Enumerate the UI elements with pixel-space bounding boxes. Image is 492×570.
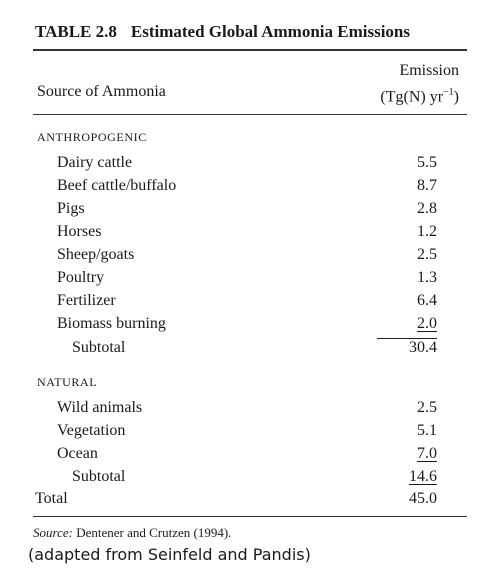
row-label: Poultry bbox=[57, 269, 105, 286]
row-value: 7.0 bbox=[417, 445, 437, 462]
row-value: 5.5 bbox=[417, 154, 437, 171]
source-text: Dentener and Crutzen (1994). bbox=[76, 525, 232, 540]
row-value: 2.5 bbox=[417, 399, 437, 416]
table-number: TABLE 2.8 bbox=[35, 22, 117, 41]
row-value: 6.4 bbox=[417, 292, 437, 309]
section-heading-anthropogenic: ANTHROPOGENIC bbox=[37, 130, 147, 144]
row-value: 1.3 bbox=[417, 269, 437, 286]
row-label: Fertilizer bbox=[57, 292, 116, 309]
row-value: 5.1 bbox=[417, 422, 437, 439]
table-caption bbox=[35, 22, 410, 42]
row-label: Pigs bbox=[57, 200, 85, 217]
header-emission-label: Emission bbox=[399, 62, 459, 79]
subtotal-value: 30.4 bbox=[377, 338, 437, 357]
total-label: Total bbox=[35, 490, 68, 507]
row-label: Beef cattle/buffalo bbox=[57, 177, 177, 194]
row-value: 2.5 bbox=[417, 246, 437, 263]
row-label: Horses bbox=[57, 223, 102, 240]
row-value: 2.0 bbox=[417, 315, 437, 332]
section-heading-natural: NATURAL bbox=[37, 375, 98, 389]
adaptation-note: (adapted from Seinfeld and Pandis) bbox=[28, 545, 311, 564]
row-label: Dairy cattle bbox=[57, 154, 133, 171]
table-title: Estimated Global Ammonia Emissions bbox=[130, 22, 410, 41]
row-label: Biomass burning bbox=[57, 315, 166, 332]
total-value: 45.0 bbox=[409, 490, 437, 507]
subtotal-label: Subtotal bbox=[72, 468, 126, 485]
row-value: 8.7 bbox=[417, 177, 437, 194]
source-label: Source: bbox=[33, 525, 73, 540]
row-label: Vegetation bbox=[57, 422, 126, 439]
row-value: 1.2 bbox=[417, 223, 437, 240]
top-rule bbox=[33, 49, 467, 51]
header-source: Source of Ammonia bbox=[37, 83, 166, 100]
subtotal-value: 14.6 bbox=[409, 468, 437, 485]
header-emission bbox=[380, 60, 459, 108]
source-note bbox=[33, 525, 231, 541]
subtotal-label: Subtotal bbox=[72, 339, 126, 356]
header-emission-unit: (Tg(N) $yr^{-1}$) bbox=[380, 87, 459, 106]
row-label: Wild animals bbox=[57, 399, 143, 416]
row-label: Ocean bbox=[57, 445, 98, 462]
row-label: Sheep/goats bbox=[57, 246, 135, 263]
bottom-rule bbox=[33, 516, 467, 517]
header-rule bbox=[33, 114, 467, 115]
row-value: 2.8 bbox=[417, 200, 437, 217]
